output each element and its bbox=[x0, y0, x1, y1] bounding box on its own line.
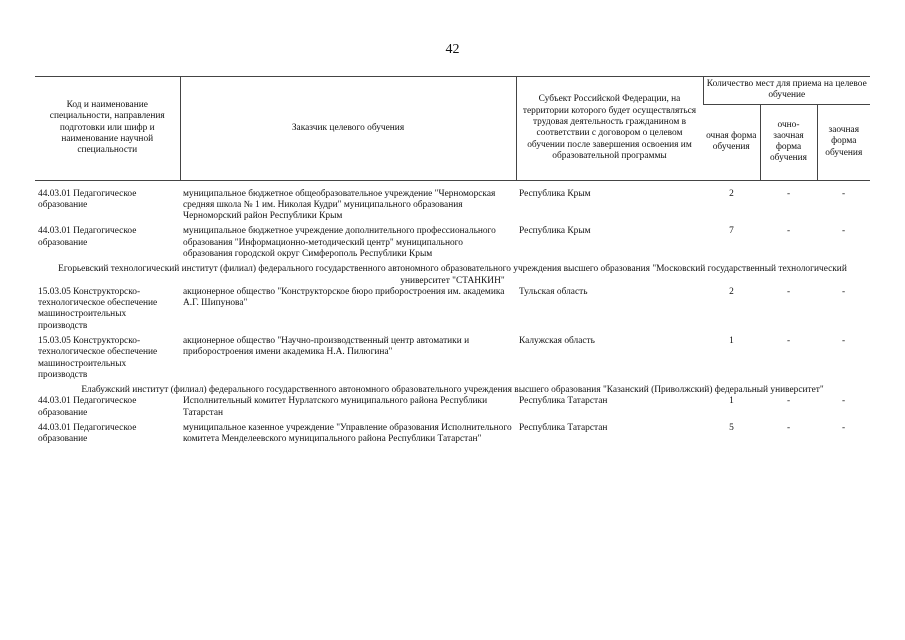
row-customer: Исполнительный комитет Нурлатского муниципального района Республики Татарстан bbox=[183, 396, 488, 418]
row-fulltime: 1 bbox=[729, 335, 734, 346]
row-mixed: - bbox=[786, 422, 791, 433]
row-mixed: - bbox=[786, 335, 791, 346]
row-code: 44.03.01 Педагогическое образование bbox=[38, 226, 137, 248]
page-number: 42 bbox=[445, 42, 460, 57]
row-fulltime: 1 bbox=[729, 396, 734, 407]
row-mixed: - bbox=[786, 226, 791, 237]
row-code: 15.03.05 Конструкторско-технологическое обеспечение машиностроительных производств bbox=[38, 335, 158, 380]
table-row bbox=[35, 287, 870, 336]
section-heading-row bbox=[35, 385, 870, 396]
row-customer: муниципальное казенное учреждение "Управление образования Исполнительного комитета Менделеевского муниципального района Республики Татарстан" bbox=[183, 422, 512, 445]
row-region: Тульская область bbox=[519, 286, 588, 297]
row-customer: акционерное общество "Конструкторское бюро приборостроения им. академика А.Г. Шипунова" bbox=[183, 286, 505, 309]
row-mixed: - bbox=[786, 286, 791, 297]
row-region: Республика Татарстан bbox=[519, 422, 608, 433]
table-row bbox=[35, 189, 870, 227]
row-parttime: - bbox=[841, 422, 846, 433]
row-customer: муниципальное бюджетное общеобразовательное учреждение "Черноморская средняя школа № 1 им. Николая Кудри" муниципального образования Черноморский район Республики Крым bbox=[183, 188, 496, 222]
section-heading-egorievsk: Егорьевский технологический институт (филиал) федерального государственного автономного образовательного учреждения высшего образования "Московский государственный технологический университет "СТАНКИН" bbox=[58, 264, 847, 286]
row-customer: муниципальное бюджетное учреждение дополнительного профессионального образования "Информационно-методический центр" муниципального образования городской округ Симферополь Республики Крым bbox=[183, 226, 496, 259]
table-row bbox=[35, 226, 870, 264]
row-code: 44.03.01 Педагогическое образование bbox=[38, 396, 137, 418]
row-parttime: - bbox=[841, 335, 846, 346]
row-region: Республика Крым bbox=[519, 188, 591, 199]
row-code: 15.03.05 Конструкторско-технологическое обеспечение машиностроительных производств bbox=[38, 286, 158, 331]
table-row bbox=[35, 423, 870, 450]
header-fulltime: очная форма обучения bbox=[703, 104, 760, 180]
row-parttime: - bbox=[841, 396, 846, 407]
row-region: Калужская область bbox=[519, 335, 595, 346]
header-parttime: заочная форма обучения bbox=[817, 104, 870, 180]
section-heading-elabuga: Елабужский институт (филиал) федерального государственного автономного образовательного учреждения высшего образования "Казанский (Приволжский) федеральный университет" bbox=[81, 385, 824, 396]
header-code: Код и наименование специальности, направления подготовки или шифр и наименование научной специальности bbox=[35, 77, 180, 181]
row-fulltime: 2 bbox=[729, 286, 734, 297]
row-mixed: - bbox=[786, 396, 791, 407]
header-places: Количество мест для приема на целевое обучение bbox=[703, 77, 870, 105]
header-region: Субъект Российской Федерации, на территории которого будет осуществляться трудовая деятельность гражданином в соответствии с договором о целевом обучении после завершения освоения им образовательной программы bbox=[516, 77, 703, 181]
row-mixed: - bbox=[786, 188, 791, 199]
row-fulltime: 2 bbox=[729, 188, 734, 199]
row-region: Республика Крым bbox=[519, 226, 591, 237]
row-parttime: - bbox=[841, 188, 846, 199]
table-row bbox=[35, 336, 870, 385]
table-row bbox=[35, 396, 870, 423]
row-parttime: - bbox=[841, 286, 846, 297]
target-training-table bbox=[35, 76, 870, 449]
row-parttime: - bbox=[841, 226, 846, 237]
row-code: 44.03.01 Педагогическое образование bbox=[38, 422, 137, 445]
header-mixed: очно-заочная форма обучения bbox=[760, 104, 817, 180]
row-customer: акционерное общество "Научно-производственный центр автоматики и приборостроения имени академика Н.А. Пилюгина" bbox=[183, 335, 470, 358]
row-fulltime: 7 bbox=[729, 226, 734, 237]
row-fulltime: 5 bbox=[729, 422, 734, 433]
row-code: 44.03.01 Педагогическое образование bbox=[38, 188, 137, 210]
header-customer: Заказчик целевого обучения bbox=[180, 77, 516, 181]
row-region: Республика Татарстан bbox=[519, 396, 608, 407]
section-heading-row bbox=[35, 264, 870, 287]
